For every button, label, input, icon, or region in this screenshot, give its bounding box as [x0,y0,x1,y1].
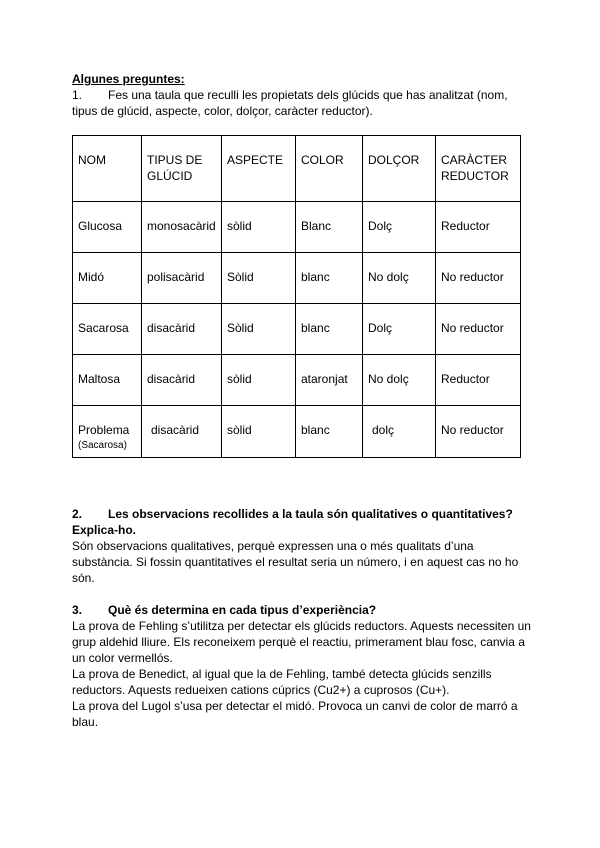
table-header-cell: DOLÇOR [363,136,436,202]
question-3-answer-benedict: La prova de Benedict, al igual que la de Fehling, també detecta glúcids senzills reductors. Aquests redueixen cations cúprics (Cu2+) a cuprosos (Cu+). [72,667,492,697]
table-header-cell: COLOR [296,136,363,202]
table-cell: No reductor [436,406,521,458]
table-cell: sòlid [222,202,296,253]
question-3-title: Què és determina en cada tipus d’experiència? [108,603,377,617]
table-row [73,355,521,406]
table-cell: Maltosa [73,355,142,406]
table-cell: Dolç [363,304,436,355]
table-cell: polisacàrid [142,253,222,304]
table-cell: disacàrid [142,406,222,458]
table-cell: Midó [73,253,142,304]
table-cell: Sòlid [222,253,296,304]
table-header-cell: ASPECTE [222,136,296,202]
question-2-title-line2: Explica-ho. [72,523,137,537]
table-cell: No reductor [436,304,521,355]
question-2-title-line1: Les observacions recollides a la taula són qualitatives o quantitatives? [108,507,513,521]
table-cell: Dolç [363,202,436,253]
questions-heading: Algunes preguntes: [72,72,185,86]
question-2-answer: Són observacions qualitatives, perquè expressen una o més qualitats d’una substància. Si fossin quantitatives el resultat seria un número, i en aquest cas no ho són. [72,539,519,585]
question-2 [72,506,532,586]
table-cell: Reductor [436,355,521,406]
table-cell: blanc [296,304,363,355]
question-3-answer-fehling: La prova de Fehling s’utilitza per detectar els glúcids reductors. Aquests necessiten un grup aldehid lliure. Els reconeixem perquè el reactiu, primerament blau fosc, canvia a un color vermellós. [72,619,531,665]
table-cell: ataronjat [296,355,363,406]
table-cell: Reductor [436,202,521,253]
table-header-cell: NOM [73,136,142,202]
question-3 [72,602,532,730]
table-cell: disacàrid [142,355,222,406]
table-row [73,253,521,304]
document-page [72,71,532,730]
table-cell: blanc [296,253,363,304]
question-3-answer-lugol: La prova del Lugol s’usa per detectar el midó. Provoca un canvi de color de marró a blau. [72,699,518,729]
table-cell [73,406,142,458]
table-header-row [73,136,521,202]
table-cell: No dolç [363,253,436,304]
question-3-number: 3. [72,603,83,617]
table-row [73,202,521,253]
table-row [73,304,521,355]
question-1-text-line1: Fes una taula que reculli les propietats dels glúcids que has analitzat (nom, [108,88,508,102]
question-2-number: 2. [72,507,83,521]
table-cell: Glucosa [73,202,142,253]
question-1-text-line2: tipus de glúcid, aspecte, color, dolçor, caràcter reductor). [72,104,373,118]
table-cell: monosacàrid [142,202,222,253]
glucids-table [72,135,521,458]
table-cell: Sòlid [222,304,296,355]
table-cell-name: Problema [78,423,130,437]
table-row [73,406,521,458]
table-cell: blanc [296,406,363,458]
table-cell: sòlid [222,355,296,406]
table-cell: No reductor [436,253,521,304]
table-header-cell: TIPUS DE GLÚCID [142,136,222,202]
table-cell: Blanc [296,202,363,253]
question-1 [72,87,532,103]
table-cell: Sacarosa [73,304,142,355]
table-cell: dolç [363,406,436,458]
table-cell: No dolç [363,355,436,406]
table-header-cell: CARÀCTER REDUCTOR [436,136,521,202]
question-1-number: 1. [72,88,83,102]
table-cell-note: (Sacarosa) [78,440,127,451]
table-cell: sòlid [222,406,296,458]
table-cell: disacàrid [142,304,222,355]
